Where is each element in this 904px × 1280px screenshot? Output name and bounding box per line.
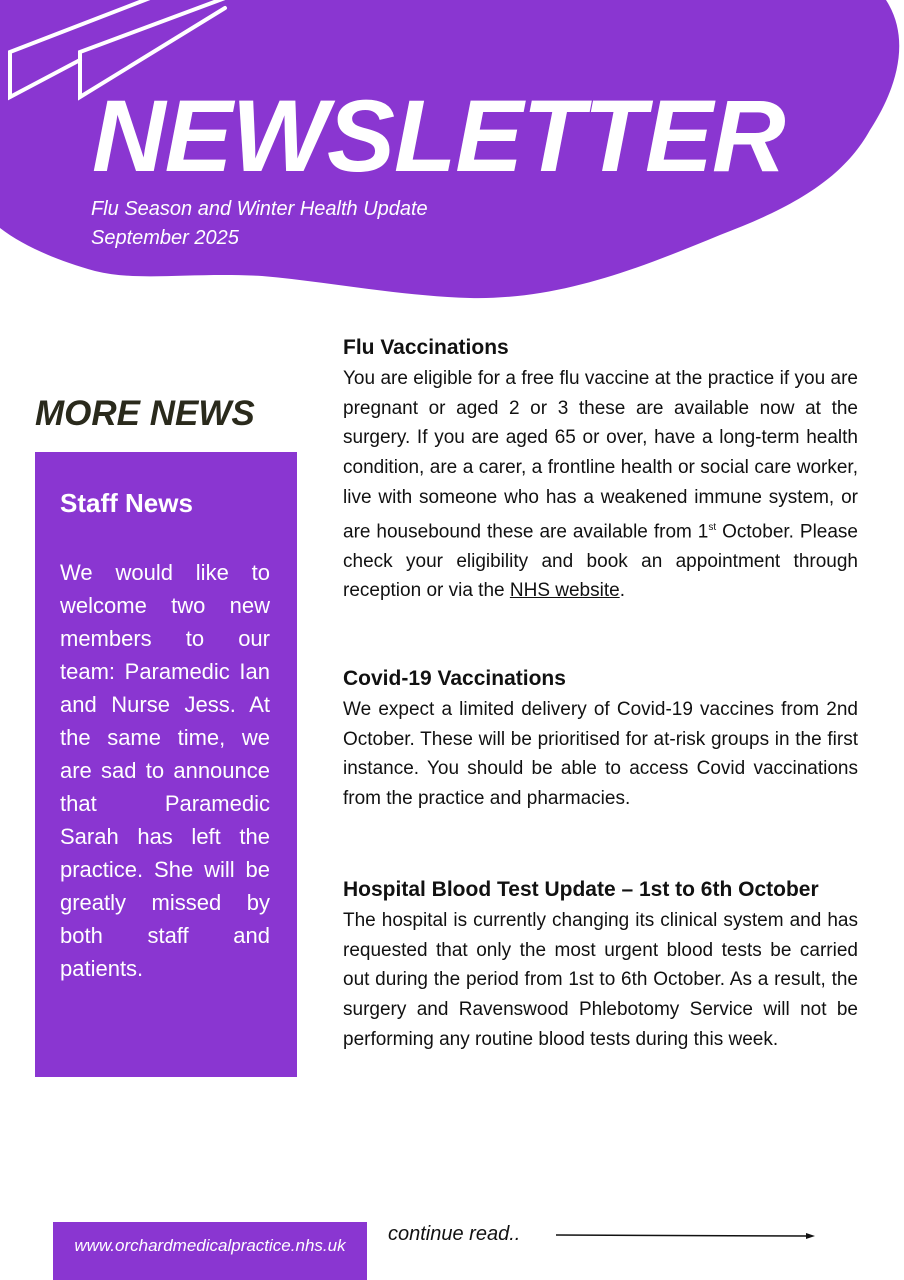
staff-news-box [35,452,297,1077]
flu-article [343,332,858,606]
staff-news-body: We would like to welcome two new members to our team: Paramedic Ian and Nurse Jess. At the same time, we are sad to announce that Paramedic Sarah has left the practice. She will be greatly missed by both staff and patients. [60,560,270,981]
covid-article-title: Covid-19 Vaccinations [343,667,566,690]
staff-news-title: Staff News [60,488,193,518]
continue-reading-label[interactable]: continue read.. [388,1223,521,1245]
blood-test-article-title: Hospital Blood Test Update – 1st to 6th October [343,878,819,901]
flu-article-title: Flu Vaccinations [343,336,509,359]
flu-body-text-2: October. Please check your eligibility and book an appointment through reception or via the [343,520,858,602]
nhs-website-link[interactable]: NHS website [509,580,620,602]
covid-article-body: We expect a limited delivery of Covid-19 vaccines from 2nd October. These will be prioritised for at-risk groups in the first instance. You should be able to access Covid vaccinations from the practice and pharmacies. [343,699,858,810]
flu-article-body [343,364,858,606]
website-url-badge[interactable]: www.orchardmedicalpractice.nhs.uk [53,1222,367,1280]
arrow-right-icon [555,1229,817,1243]
flu-superscript: st [708,521,717,533]
blood-test-article-body: The hospital is currently changing its clinical system and has requested that only the most urgent blood tests be carried out during the period from 1st to 6th October. As a result, the surgery and Ravenswood Phlebotomy Service will not be performing any routine blood tests during this week. [343,910,858,1050]
blood-test-article [343,874,858,1055]
newsletter-date: September 2025 [91,227,239,249]
covid-article [343,663,858,814]
flu-body-end: . [619,580,625,602]
flu-body-text: You are eligible for a free flu vaccine at the practice if you are pregnant or aged 2 or 3 these are available now at the surgery. If you are aged 65 or over, have a long-term health condition, are a carer, a frontline health or social care worker, live with someone who has a weakened immune system, or are housebound these are available from 1 [343,368,858,542]
newsletter-subtitle: Flu Season and Winter Health Update [91,198,428,220]
more-news-heading: MORE NEWS [35,394,255,433]
newsletter-title: NEWSLETTER [92,79,785,193]
